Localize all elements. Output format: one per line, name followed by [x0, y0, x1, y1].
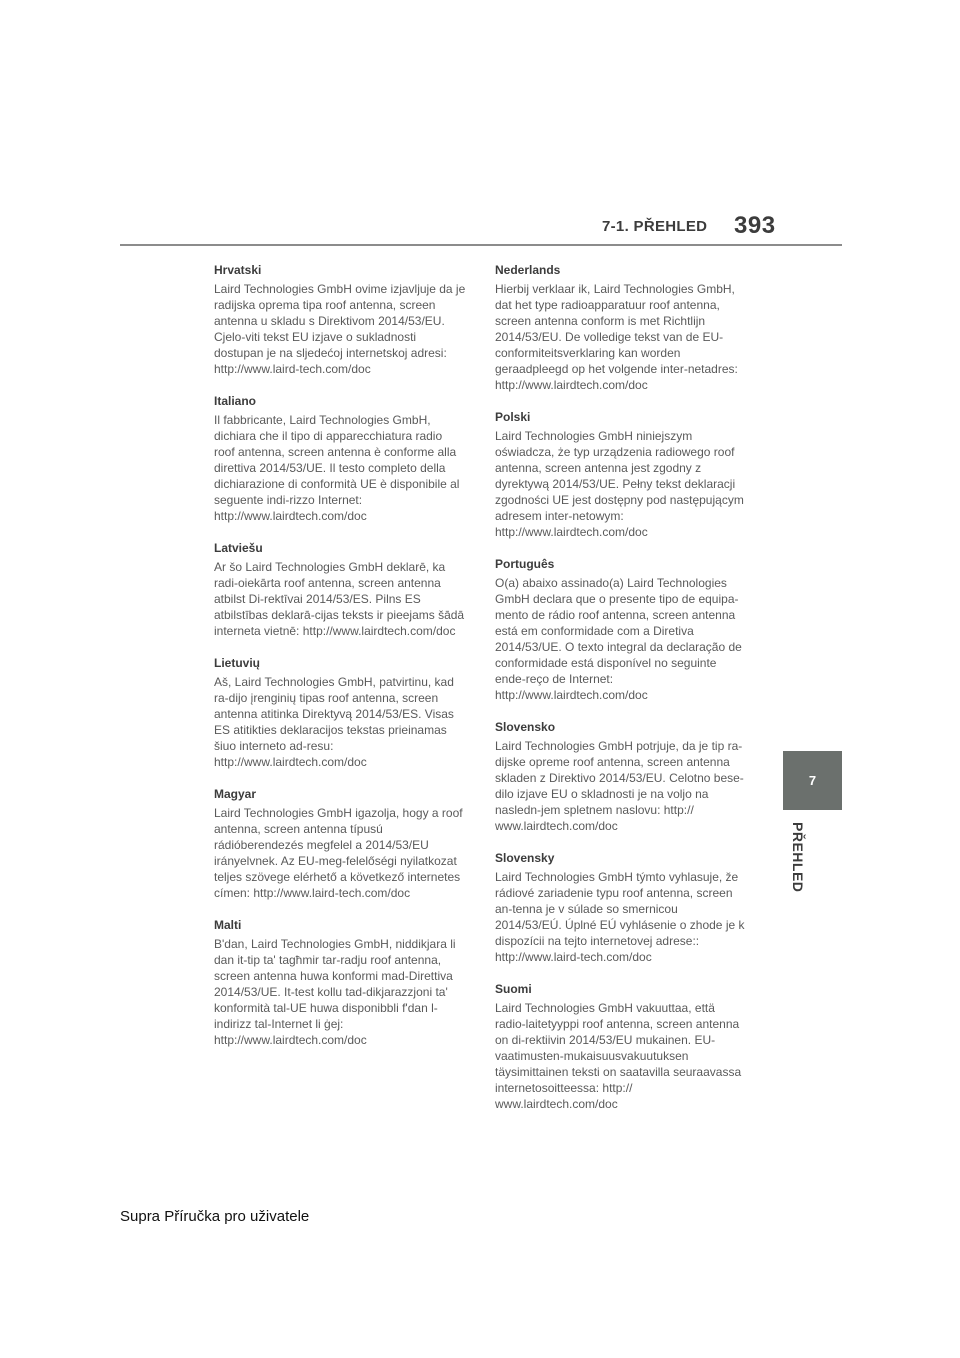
language-heading: Slovensko [495, 720, 556, 734]
right-column [495, 262, 747, 1128]
declaration-text: Ar šo Laird Technologies GmbH deklarē, ka radi-oiekārta roof antenna, screen antenna atbilst Di-rektīvai 2014/53/ES. Pilns ES atbilstības deklarā-cijas teksts ir pieejams šādā interneta vietnē: http://www.lairdtech.com/doc [214, 560, 465, 638]
declaration-text: B'dan, Laird Technologies GmbH, niddikjara li dan it-tip ta' tagħmir tar-radju roof antenna, screen antenna huwa konformi mad-Direttiva 2014/53/UE. It-test kollu tad-dikjarazzjoni ta' konformità tal-UE huwa disponibbli f'dan l-indirizz tal-Internet li ġej: http://www.lairdtech.com/doc [214, 937, 456, 1047]
declaration-text: Laird Technologies GmbH ovime izjavljuje da je radijska oprema tipa roof antenna, screen antenna u skladu s Direktivom 2014/53/EU. Cjelo-viti tekst EU izjave o sukladnosti dostupan je na sljedećoj internetskoj adresi: http://www.laird-tech.com/doc [214, 282, 466, 376]
language-heading: Português [495, 557, 555, 571]
chapter-label: PŘEHLED [790, 822, 806, 893]
left-column [214, 262, 466, 1064]
declaration-text: Laird Technologies GmbH igazolja, hogy a roof antenna, screen antenna típusú rádióberendezés megfelel a 2014/53/EU irányelvnek. Az EU-meg-felelőségi nyilatkozat teljes szövege elérhető a következő internetes címen: http://www.laird-tech.com/doc [214, 806, 463, 900]
language-section [495, 850, 747, 965]
section-title: 7-1. PŘEHLED [602, 218, 708, 235]
language-section [214, 655, 466, 770]
page-header [0, 0, 960, 250]
declaration-text: Aš, Laird Technologies GmbH, patvirtinu, kad ra-dijo įrenginių tipas roof antenna, screen antenna atitinka Direktyvą 2014/53/ES. Visas ES atitikties deklaracijos tekstas prieinamas šiuo interneto ad-resu: http://www.lairdtech.com/doc [214, 675, 454, 769]
declaration-text: Laird Technologies GmbH potrjuje, da je tip ra-dijske opreme roof antenna, screen antenna skladen z Direktivo 2014/53/EU. Celotno bese-dilo izjave EU o skladnosti je na voljo na nasledn-jem spletnem naslovu: http:// www.lairdtech.com/doc [495, 739, 744, 833]
language-heading: Italiano [214, 394, 257, 408]
language-section [495, 409, 747, 540]
language-section [495, 262, 747, 393]
language-section [495, 556, 747, 703]
language-section [495, 719, 747, 834]
chapter-tab[interactable]: 7 [783, 751, 842, 810]
language-heading: Slovensky [495, 851, 555, 865]
language-heading: Suomi [495, 982, 532, 996]
declaration-text: Laird Technologies GmbH vakuuttaa, että radio-laitetyyppi roof antenna, screen antenna on di-rektiivin 2014/53/EU mukainen. EU-vaatimusten-mukaisuusvakuutuksen täysimittainen teksti on saatavilla seuraavassa internetosoitteessa: http:// www.lairdtech.com/doc [495, 1001, 742, 1111]
language-heading: Hrvatski [214, 263, 262, 277]
language-section [214, 786, 466, 901]
declaration-text: Il fabbricante, Laird Technologies GmbH, dichiara che il tipo di apparecchiatura radio roof antenna, screen antenna è conforme alla direttiva 2014/53/UE. Il testo completo della dichiarazione di conformità UE è disponibile al seguente indi-rizzo Internet: http://www.lairdtech.com/doc [214, 413, 460, 523]
language-heading: Malti [214, 918, 242, 932]
language-section [214, 262, 466, 377]
language-section [214, 540, 466, 639]
language-section [214, 393, 466, 524]
declaration-text: O(a) abaixo assinado(a) Laird Technologies GmbH declara que o presente tipo de equipa-mento de rádio roof antenna, screen antenna está em conformidade com a Diretiva 2014/53/UE. O texto integral da declaração de conformidade está disponível no seguinte ende-reço de Internet: http://www.lairdtech.com/doc [495, 576, 742, 702]
language-heading: Latviešu [214, 541, 263, 555]
language-heading: Polski [495, 410, 531, 424]
declaration-text: Laird Technologies GmbH týmto vyhlasuje, že rádiové zariadenie typu roof antenna, screen an-tenna je v súlade so smernicou 2014/53/EÚ. Úplné EÚ vyhlásenie o zhode je k dispozícii na tejto internetovej adrese:: http://www.laird-tech.com/doc [495, 870, 745, 964]
language-heading: Lietuvių [214, 656, 261, 670]
language-section [214, 917, 466, 1048]
declaration-text: Laird Technologies GmbH niniejszym oświadcza, że typ urządzenia radiowego roof antenna, screen antenna jest zgodny z dyrektywą 2014/53/UE. Pełny tekst deklaracji zgodności UE jest dostępny pod następującym adresem inter-netowym: http://www.lairdtech.com/doc [495, 429, 744, 539]
declaration-text: Hierbij verklaar ik, Laird Technologies GmbH, dat het type radioapparatuur roof antenna, screen antenna conform is met Richtlijn 2014/53/EU. De volledige tekst van de EU-conformiteitsverklaring kan worden geraadpleegd op het volgende inter-netadres: http://www.lairdtech.com/doc [495, 282, 738, 392]
language-section [495, 981, 747, 1112]
language-heading: Nederlands [495, 263, 561, 277]
page-number: 393 [734, 212, 776, 239]
language-heading: Magyar [214, 787, 257, 801]
header-divider [120, 244, 842, 246]
manual-footer: Supra Příručka pro uživatele [120, 1208, 310, 1225]
